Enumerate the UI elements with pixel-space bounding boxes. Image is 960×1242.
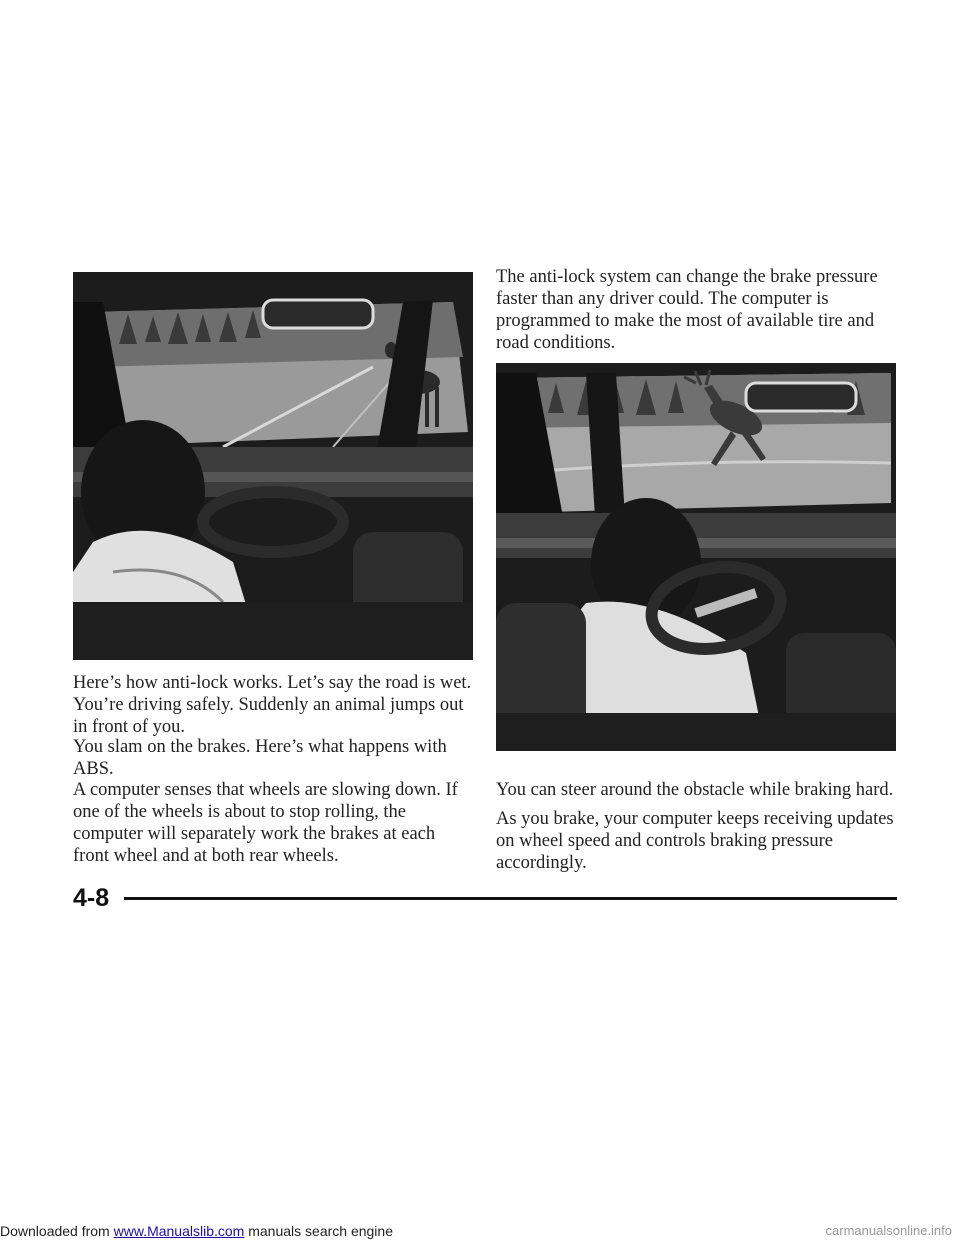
manualslib-link[interactable]: www.Manualslib.com xyxy=(113,1223,245,1239)
paragraph-how-abs-works: Here’s how anti-lock works. Let’s say the road is wet. You’re driving safely. Suddenly an animal jumps out in front of you. xyxy=(73,673,472,737)
paragraph-updates-wheel-speed: As you brake, your computer keeps receiving updates on wheel speed and controls braking pressure accordingly. xyxy=(496,809,894,873)
page-number: 4-8 xyxy=(73,884,110,912)
download-banner xyxy=(0,1222,393,1240)
footer-rule xyxy=(124,897,897,900)
paragraph-slam-brakes: You slam on the brakes. Here’s what happens with ABS. xyxy=(73,737,447,779)
banner-suffix: manuals search engine xyxy=(244,1223,393,1239)
driver-deer-roadside-illustration xyxy=(73,272,473,660)
watermark: carmanualsonline.info xyxy=(825,1223,952,1238)
paragraph-brake-pressure: The anti-lock system can change the brake pressure faster than any driver could. The computer is programmed to make the most of available tire and road conditions. xyxy=(496,267,878,353)
banner-prefix: Downloaded from xyxy=(0,1223,114,1239)
paragraph-steer-around: You can steer around the obstacle while braking hard. xyxy=(496,780,894,800)
driver-deer-jumping-illustration xyxy=(496,363,896,751)
paragraph-computer-senses: A computer senses that wheels are slowing down. If one of the wheels is about to stop rolling, the computer will separately work the brakes at each front wheel and at both rear wheels. xyxy=(73,780,458,866)
